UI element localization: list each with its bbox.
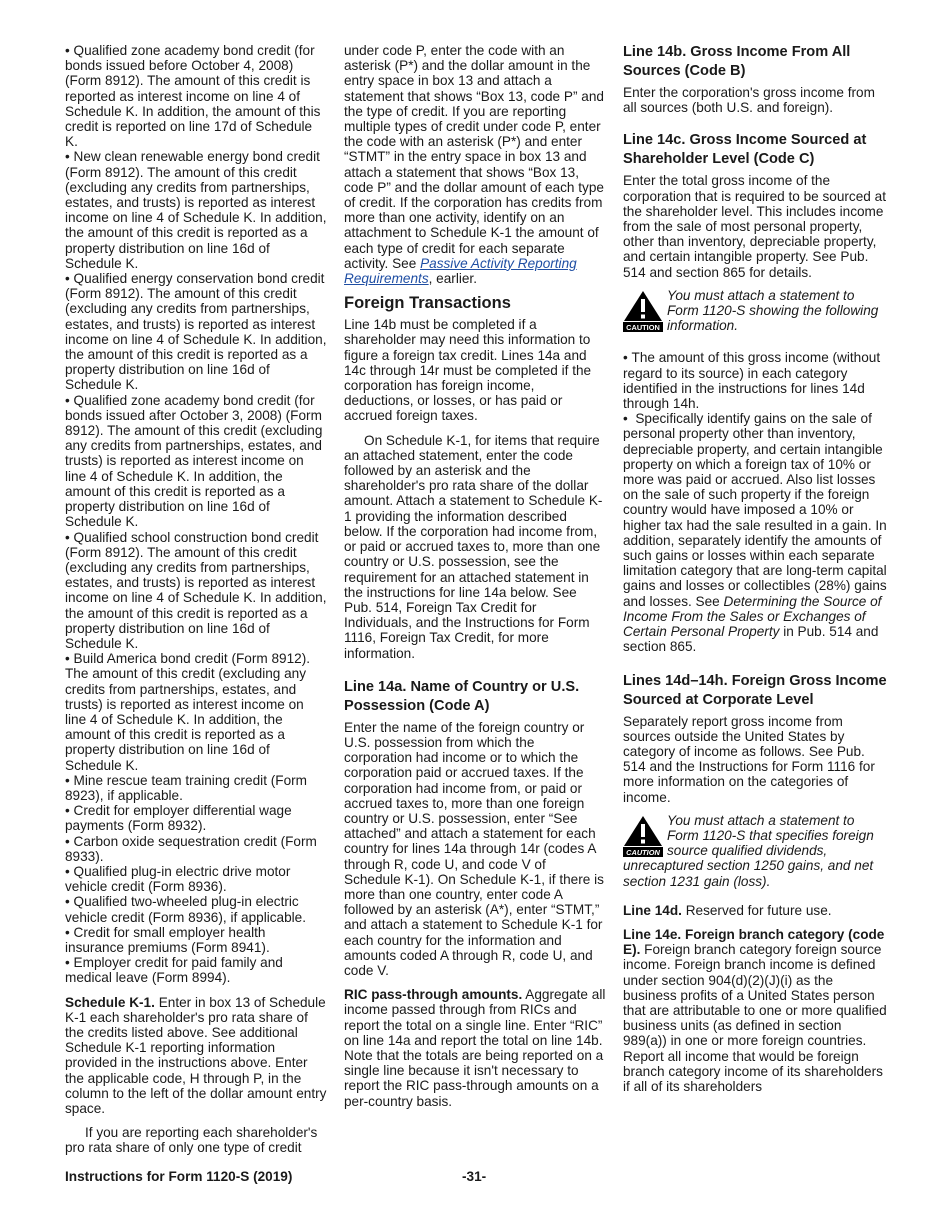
caution-note-2 (623, 813, 887, 889)
list-item: • Qualified zone academy bond credit (for bonds issued before October 4, 2008) (Form 8912). The amount of this credit is reported as interest income on line 4 of Schedule K. In addition, the amount of this credit is reported on line 17d of Schedule K. (65, 43, 327, 149)
schedule-k1-paragraph (65, 995, 327, 1117)
ric-text: Aggregate all income passed through from RICs and report the total on a single line. Enter “RIC” on line 14a and report the total on line 14b. Note that the totals are being reported on a single line because it isn't necessary to report the RIC pass-through amounts on a per-country basis. (344, 987, 606, 1109)
line-14e-lead: Line 14e. Foreign branch category (code E). (623, 926, 885, 958)
list-item: • Mine rescue team training credit (Form 8923), if applicable. (65, 773, 327, 803)
line-14c-text: Enter the total gross income of the corporation that is required to be sourced at the shareholder level. This includes income from the sale of most personal property, other than inventory, depreciable property, and certain intangible property. See Pub. 514 and section 865 for details. (623, 173, 886, 280)
caution-note-1 (623, 288, 887, 334)
list-item: • Qualified plug-in electric drive motor vehicle credit (Form 8936). (65, 864, 327, 894)
bullet-2-italic: Determining the Source of Income From the Sales or Exchanges of Certain Personal Property (623, 593, 882, 640)
line-14d-lead: Line 14d. (623, 902, 682, 918)
foreign-paragraph-2: On Schedule K-1, for items that require an attached statement, enter the code followed by an asterisk and the shareholder's pro rata share of the dollar amount. Attach a statement to Schedule K-1 providing the information described below. If the corporation had income from, or paid or accrued taxes to, more than one country or U.S. possession, see the requirement for an attached statement in the instructions for line 14a below. See Pub. 514, Foreign Tax Credit for Individuals, and the Instructions for Form 1116, Foreign Tax Credit, for more information. (344, 432, 603, 661)
bullet-2-text: Specifically identify gains on the sale of personal property other than inventory, depreciable property, and certain intangible property on which a foreign tax of 10% or more was paid or accrued. Also list losses on the sale of such property if the foreign country would have imposed a 10% or higher tax had the sale resulted in a gain. In addition, separately identify the amounts of such gains or losses within each separate limitation category that are long-term capital gains and losses or collectibles (28%) gains and losses. See (623, 411, 887, 609)
caution-icon (623, 290, 663, 332)
schedule-k1-text: Enter in box 13 of Schedule K-1 each shareholder's pro rata share of the credits listed above. See additional Schedule K-1 reporting information provided in the instructions above. Enter the applicable code, H through P, in the column to the left of the dollar amount entry space. (65, 994, 327, 1117)
lines-14d-14h-text: Separately report gross income from sources outside the United States by category of income as follows. See Pub. 514 and the Instructions for Form 1116 for more information on the categories of income. (623, 713, 875, 805)
list-item: • Qualified two-wheeled plug-in electric vehicle credit (Form 8936), if applicable. (65, 894, 327, 924)
list-item: • Build America bond credit (Form 8912). The amount of this credit (excluding any credits from partnerships, estates, and trusts) is reported as interest income on line 4 of Schedule K. In addition, the amount of this credit is reported as a property distribution on line 16d of Schedule K. (65, 651, 327, 773)
list-item (623, 411, 887, 654)
schedule-k1-paragraph-2: If you are reporting each shareholder's pro rata share of only one type of credit (65, 1125, 318, 1156)
list-item: • Qualified school construction bond credit (Form 8912). The amount of this credit (excluding any credits from partnerships, estates, and trusts) is reported as interest income on line 4 of Schedule K. In addition, the amount of this credit is reported as a property distribution on line 16d of Schedule K. (65, 530, 327, 652)
caution-icon (623, 815, 663, 857)
schedule-k1-lead: Schedule K-1. (65, 994, 155, 1010)
line-14a-text: Enter the name of the foreign country or U.S. possession from which the corporation had income or to which the corporation paid or accrued taxes. If the corporation had income from, or paid or accrued taxes to, more than one foreign country or U.S. possession, enter “See attached” and attach a statement for each country for lines 14a through 14r (codes A through R, code U, and code V of Schedule K-1). On Schedule K-1, if there is more than one country, enter code A followed by an asterisk (A*), enter “STMT,” and attach a statement to Schedule K-1 for each country for the information and amounts coded A through R, code U, and code V. (344, 719, 604, 978)
foreign-paragraph-1: Line 14b must be completed if a shareholder may need this information to figure a foreign tax credit. Lines 14a and 14c through 14r must be completed if the corporation has foreign income, deductions, or losses, or has paid or accrued foreign taxes. (344, 317, 592, 424)
list-item: • Qualified energy conservation bond credit (Form 8912). The amount of this credit (excluding any credits from partnerships, estates, and trusts) is reported as interest income on line 4 of Schedule K. In addition, the amount of this credit is reported as a property distribution on line 16d of Schedule K. (65, 271, 327, 393)
caution-label: CAUTION (626, 322, 660, 332)
line-14c-heading: Line 14c. Gross Income Sourced at Shareholder Level (Code C) (623, 132, 867, 168)
code-p-paragraph (344, 43, 606, 286)
list-item: • The amount of this gross income (without regard to its source) in each category identified in the instructions for lines 14d through 14h. (623, 350, 887, 411)
ric-lead: RIC pass-through amounts. (344, 987, 523, 1003)
line-14a-heading: Line 14a. Name of Country or U.S. Possession (Code A) (344, 678, 580, 714)
code-p-text: under code P, enter the code with an asterisk (P*) and the dollar amount in the entry space in box 13 and attach a statement that shows “Box 13, code P” and the type of credit. If you are reporting multiple types of credit under code P, enter the code with an asterisk (P*) and enter “STMT” in the entry space in box 13 and attach a statement that shows “Box 13, code P” and the dollar amount of each type of credit. If the corporation has credits from more than one activity, identify on an attachment to Schedule K-1 the amount of each type of credit for each separate activity. See (344, 43, 604, 271)
list-item: • New clean renewable energy bond credit (Form 8912). The amount of this credit (excluding any credits from partnerships, estates, and trusts) is reported as interest income on line 4 of Schedule K. In addition, the amount of this credit is reported as a property distribution on line 16d of Schedule K. (65, 149, 327, 271)
list-item: • Credit for employer differential wage payments (Form 8932). (65, 803, 327, 833)
list-item: • Credit for small employer health insurance premiums (Form 8941). (65, 925, 327, 955)
column-2 (344, 43, 606, 1109)
code-p-end: , earlier. (428, 271, 477, 287)
line-14d-text: Reserved for future use. (685, 902, 832, 918)
list-item: • Qualified zone academy bond credit (for bonds issued after October 3, 2008) (Form 8912). The amount of this credit (excluding any credits from partnerships, estates, and trusts) is reported as interest income on line 4 of Schedule K. In addition, the amount of this credit is reported as a property distribution on line 16d of Schedule K. (65, 393, 327, 530)
foreign-transactions-heading: Foreign Transactions (344, 294, 511, 313)
line-14b-heading: Line 14b. Gross Income From All Sources (Code B) (623, 44, 851, 79)
column-1 (65, 43, 327, 1156)
line-14e-paragraph (623, 927, 887, 1094)
bullet-2-end: in Pub. 514 and section 865. (623, 624, 879, 655)
list-item: • Employer credit for paid family and medical leave (Form 8994). (65, 955, 327, 985)
caution-text-1: You must attach a statement to Form 1120-S showing the following information. (667, 287, 879, 334)
page-number: -31- (462, 1169, 487, 1184)
column-3 (623, 43, 887, 1094)
line-14d-paragraph (623, 903, 887, 918)
caution-text-2: You must attach a statement to Form 1120-S that specifies foreign source qualified dividends, unrecaptured section 1250 gains, and net section 1231 gain (loss). (623, 812, 874, 889)
line-14b-text: Enter the corporation's gross income from all sources (both U.S. and foreign). (623, 85, 875, 116)
line-14e-text: Foreign branch category foreign source income. Foreign branch income is defined under section 904(d)(2)(J)(i) as the business profits of a United States person that are attributable to one or more qualified business units (as defined in section 989(a)) in one or more foreign countries. Report all income that would be foreign branch category income of its shareholders if all of its shareholders (623, 942, 887, 1094)
caution-label: CAUTION (626, 847, 660, 857)
footer-form-title: Instructions for Form 1120-S (2019) (65, 1169, 293, 1184)
list-item: • Carbon oxide sequestration credit (Form 8933). (65, 834, 327, 864)
ric-paragraph (344, 987, 606, 1109)
passive-activity-link[interactable]: Passive Activity Reporting Requirements (344, 255, 577, 287)
lines-14d-14h-heading: Lines 14d–14h. Foreign Gross Income Sourced at Corporate Level (623, 672, 887, 708)
